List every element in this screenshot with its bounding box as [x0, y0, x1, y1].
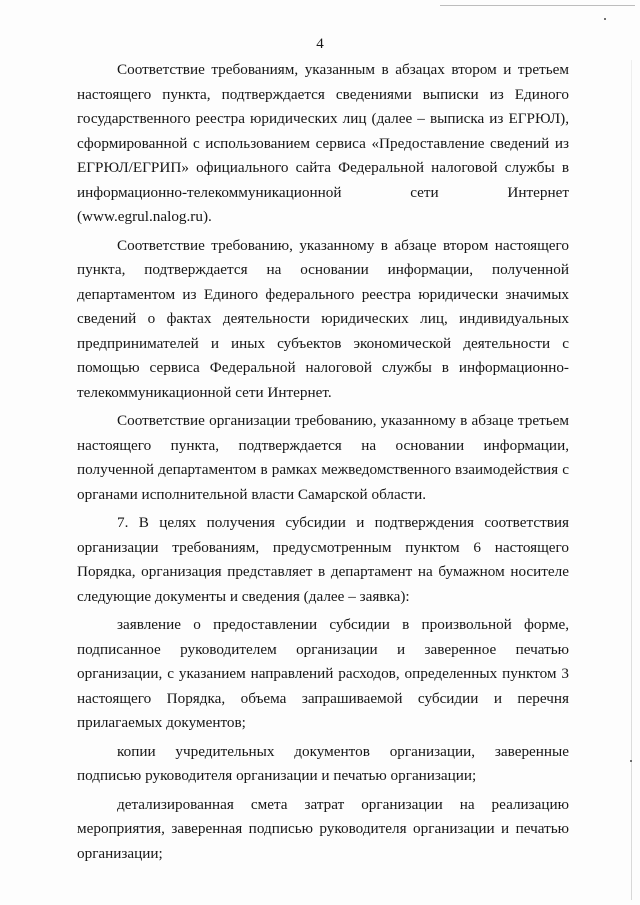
page-number: 4	[316, 36, 324, 52]
paragraph-item-7: 7. В целях получения субсидии и подтверждения соответствия организации требованиям, предусмотренным пунктом 6 настоящего Порядка, организация представляет в департамент на бумажном носителе следующие документы и сведения (далее – заявка):	[77, 514, 569, 605]
paragraph-application: заявление о предоставлении субсидии в произвольной форме, подписанное руководителем организации и заверенное печатью организации, с указанием направлений расходов, определенных пунктом 3 настоящего Порядка, объема запрашиваемой субсидии и перечня прилагаемых документов;	[77, 616, 569, 731]
scan-speck	[630, 760, 632, 762]
paragraph-charter-copies: копии учредительных документов организации, заверенные подписью руководителя организации и печатью организации;	[77, 742, 569, 784]
scan-speck	[604, 18, 606, 20]
document-body	[77, 58, 569, 870]
paragraph-federal-registry: Соответствие требованию, указанному в абзаце втором настоящего пункта, подтверждается на основании информации, полученной департаментом из Единого федерального реестра юридически значимых сведений о фактах деятельности юридических лиц, индивидуальных предпринимателей и иных субъектов экономической деятельности с помощью сервиса Федеральной налоговой службы в информационно-телекоммуникационной сети Интернет.	[77, 236, 569, 401]
scan-artifact-line	[440, 5, 635, 6]
paragraph-interagency: Соответствие организации требованию, указанному в абзаце третьем настоящего пункта, подтверждается на основании информации, полученной департаментом в рамках межведомственного взаимодействия с органами исполнительной власти Самарской области.	[77, 412, 569, 503]
scan-artifact-edge	[631, 60, 632, 900]
paragraph-egrul-extract: Соответствие требованиям, указанным в абзацах втором и третьем настоящего пункта, подтверждается сведениями выписки из Единого государственного реестра юридических лиц (далее – выписка из ЕГРЮЛ), сформированной с использованием сервиса «Предоставление сведений из ЕГРЮЛ/ЕГРИП» официального сайта Федеральной налоговой службы в информационно-телекоммуникационной сети Интернет (www.egrul.nalog.ru).	[77, 61, 569, 225]
paragraph-cost-estimate: детализированная смета затрат организации на реализацию мероприятия, заверенная подписью руководителя организации и печатью организации;	[77, 795, 569, 862]
